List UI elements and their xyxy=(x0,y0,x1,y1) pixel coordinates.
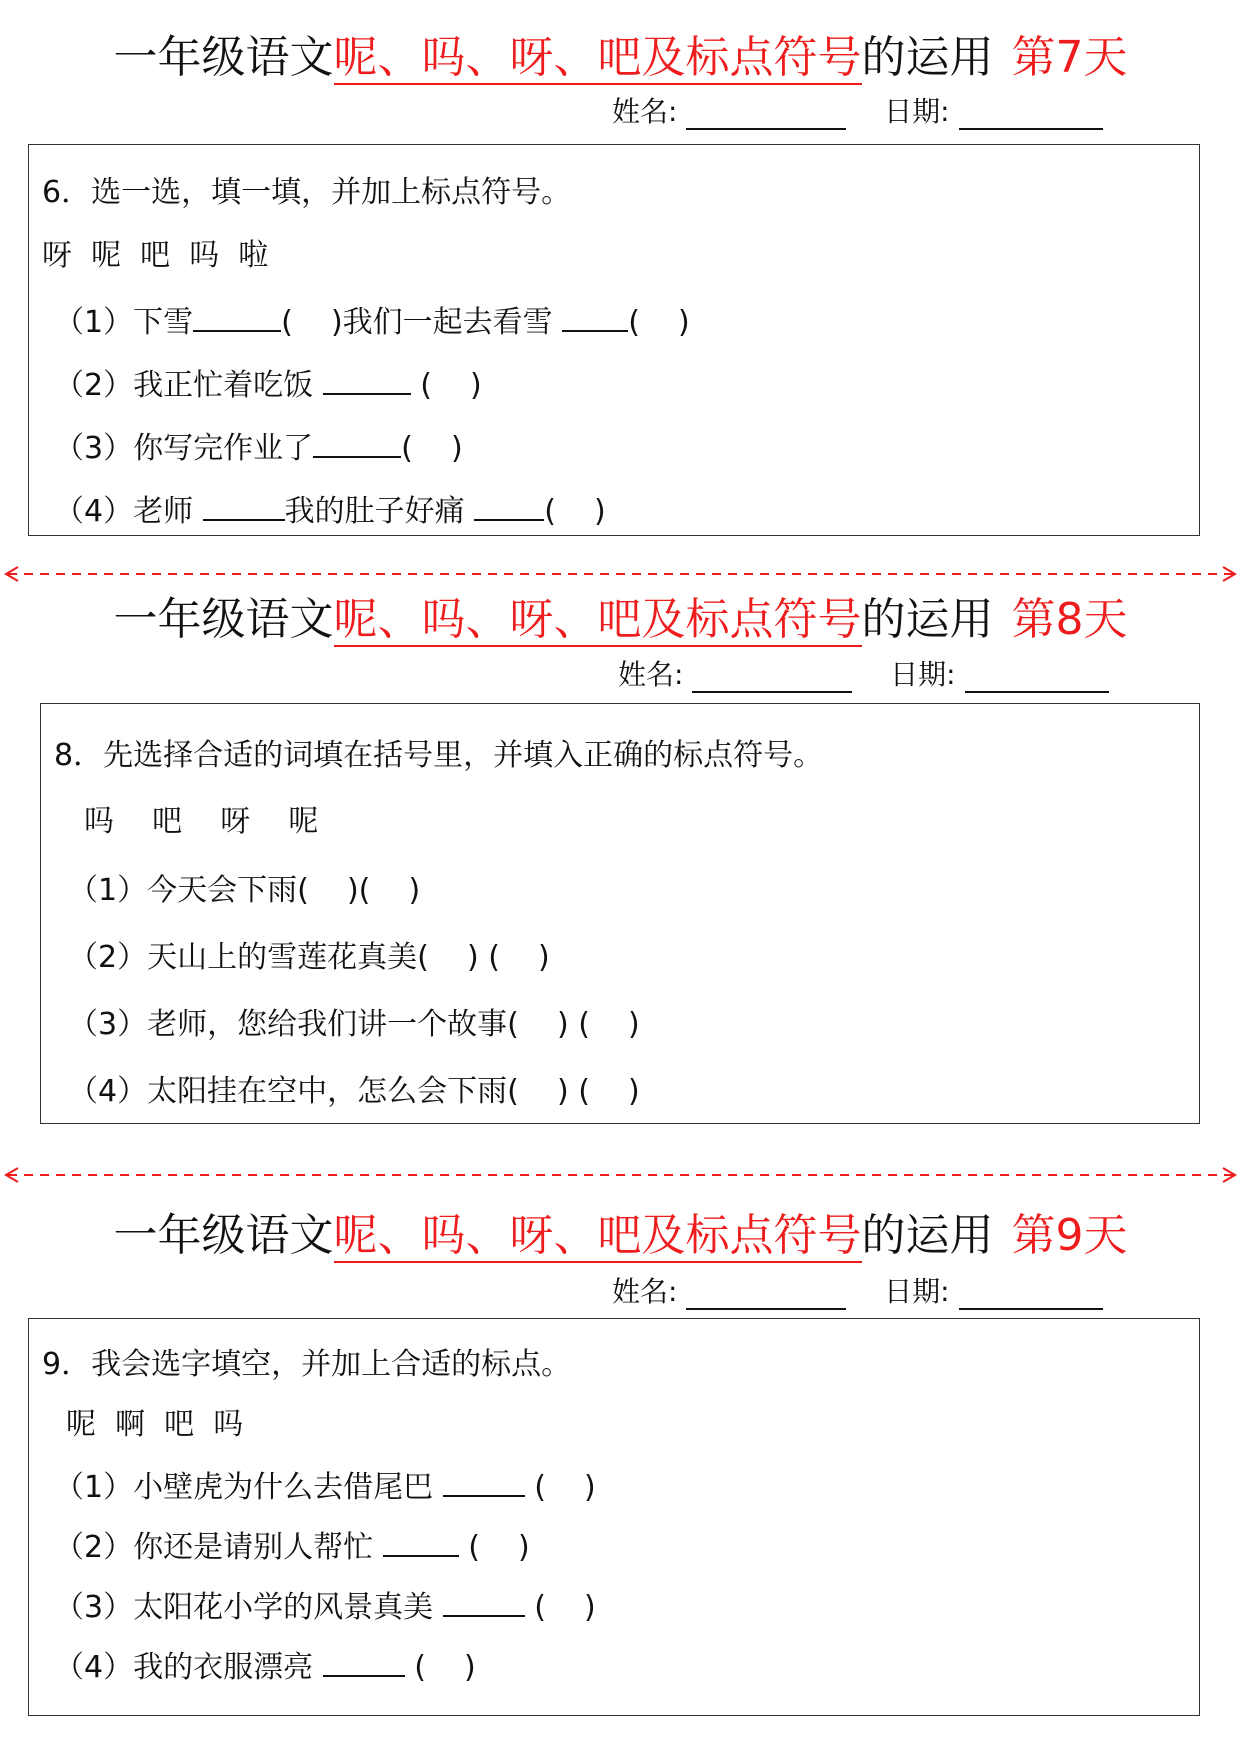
title-day: 第7天 xyxy=(1011,32,1128,83)
bracket-blank[interactable]: ( ) xyxy=(534,1590,596,1625)
date-field[interactable] xyxy=(959,98,1103,130)
exercise-item xyxy=(54,426,463,469)
bracket-blank[interactable]: ( ) xyxy=(358,873,421,908)
sheet1-title xyxy=(0,28,1241,88)
exercise-item xyxy=(54,300,690,343)
bracket-blank[interactable]: ( ) xyxy=(417,940,479,975)
item-text: （3）老师，您给我们讲一个故事 xyxy=(68,1007,508,1042)
date-label: 日期: xyxy=(884,95,950,128)
item-text: （2）天山上的雪莲花真美 xyxy=(68,940,418,975)
title-suffix: 的运用 xyxy=(861,32,994,83)
item-text: （2）我正忙着吃饭 xyxy=(54,368,314,403)
name-label: 姓名: xyxy=(612,1275,678,1308)
choice-words: 吗 吧 呀 呢 xyxy=(84,804,319,839)
exercise-item xyxy=(54,1525,530,1568)
answer-blank[interactable] xyxy=(443,1585,525,1617)
cut-line-separator xyxy=(0,1165,1241,1185)
item-text: （4）老师 xyxy=(54,494,194,529)
name-label: 姓名: xyxy=(618,658,684,691)
title-prefix: 一年级语文 xyxy=(113,1210,334,1261)
exercise-item xyxy=(54,489,606,532)
answer-blank[interactable] xyxy=(203,489,285,521)
item-text: （1）小壁虎为什么去借尾巴 xyxy=(54,1470,434,1505)
question-text: 6．选一选，填一填，并加上标点符号。 xyxy=(42,175,572,210)
choice-words: 呀 呢 吧 吗 啦 xyxy=(42,238,269,273)
item-text: （4）我的衣服漂亮 xyxy=(54,1650,314,1685)
bracket-blank[interactable]: ( ) xyxy=(488,940,550,975)
exercise-item xyxy=(54,363,482,406)
sheet3-meta xyxy=(612,1274,1103,1310)
title-suffix: 的运用 xyxy=(861,594,994,645)
title-prefix: 一年级语文 xyxy=(113,594,334,645)
bracket-blank[interactable]: ( ) xyxy=(281,305,343,340)
answer-blank[interactable] xyxy=(443,1465,525,1497)
answer-blank[interactable] xyxy=(383,1525,459,1557)
answer-blank[interactable] xyxy=(323,1645,405,1677)
bracket-blank[interactable]: ( ) xyxy=(578,1074,640,1109)
title-day: 第9天 xyxy=(1011,1210,1128,1261)
title-suffix: 的运用 xyxy=(861,1210,994,1261)
sheet3-title xyxy=(0,1206,1241,1266)
title-topic: 呢、吗、呀、吧及标点符号 xyxy=(333,32,862,83)
name-field[interactable] xyxy=(686,98,846,130)
answer-blank[interactable] xyxy=(313,426,401,458)
name-field[interactable] xyxy=(692,661,852,693)
question-text: 9．我会选字填空，并加上合适的标点。 xyxy=(42,1347,572,1382)
bracket-blank[interactable]: ( ) xyxy=(578,1007,640,1042)
name-label: 姓名: xyxy=(612,95,678,128)
exercise-item xyxy=(68,938,550,978)
title-prefix: 一年级语文 xyxy=(113,32,334,83)
date-field[interactable] xyxy=(965,661,1109,693)
bracket-blank[interactable]: ( ) xyxy=(414,1650,476,1685)
bracket-blank[interactable]: ( ) xyxy=(507,1074,569,1109)
bracket-blank[interactable]: ( ) xyxy=(534,1470,596,1505)
title-topic: 呢、吗、呀、吧及标点符号 xyxy=(333,594,862,645)
exercise-item xyxy=(68,871,420,911)
date-label: 日期: xyxy=(890,658,956,691)
bracket-blank[interactable]: ( ) xyxy=(507,1007,569,1042)
choice-words: 呢 啊 吧 吗 xyxy=(66,1407,244,1442)
title-day: 第8天 xyxy=(1011,594,1128,645)
item-text: （2）你还是请别人帮忙 xyxy=(54,1530,374,1565)
sheet1-meta xyxy=(612,94,1103,130)
bracket-blank[interactable]: ( ) xyxy=(401,431,463,466)
cut-line-separator xyxy=(0,564,1241,584)
exercise-item xyxy=(54,1585,596,1628)
exercise-item xyxy=(68,1005,640,1045)
item-text: （4）太阳挂在空中，怎么会下雨 xyxy=(68,1074,508,1109)
item-text: （3）你写完作业了 xyxy=(54,431,314,466)
date-label: 日期: xyxy=(884,1275,950,1308)
item-text: （1）今天会下雨 xyxy=(68,873,298,908)
item-text-mid: 我的肚子好痛 xyxy=(284,494,465,529)
title-topic: 呢、吗、呀、吧及标点符号 xyxy=(333,1210,862,1261)
sheet2-meta xyxy=(618,657,1109,693)
bracket-blank[interactable]: ( ) xyxy=(468,1530,530,1565)
name-field[interactable] xyxy=(686,1278,846,1310)
bracket-blank[interactable]: ( ) xyxy=(420,368,482,403)
sheet2-title xyxy=(0,590,1241,650)
question-text: 8．先选择合适的词填在括号里，并填入正确的标点符号。 xyxy=(54,738,824,773)
exercise-item xyxy=(54,1645,476,1688)
exercise-item xyxy=(54,1465,596,1508)
answer-blank[interactable] xyxy=(323,363,411,395)
bracket-blank[interactable]: ( ) xyxy=(297,873,359,908)
bracket-blank[interactable]: ( ) xyxy=(628,305,690,340)
item-text-mid: 我们一起去看雪 xyxy=(342,305,553,340)
answer-blank[interactable] xyxy=(193,300,281,332)
bracket-blank[interactable]: ( ) xyxy=(544,494,606,529)
item-text: （1）下雪 xyxy=(54,305,194,340)
item-text: （3）太阳花小学的风景真美 xyxy=(54,1590,434,1625)
exercise-item xyxy=(68,1072,640,1112)
answer-blank[interactable] xyxy=(562,300,628,332)
date-field[interactable] xyxy=(959,1278,1103,1310)
answer-blank[interactable] xyxy=(474,489,544,521)
